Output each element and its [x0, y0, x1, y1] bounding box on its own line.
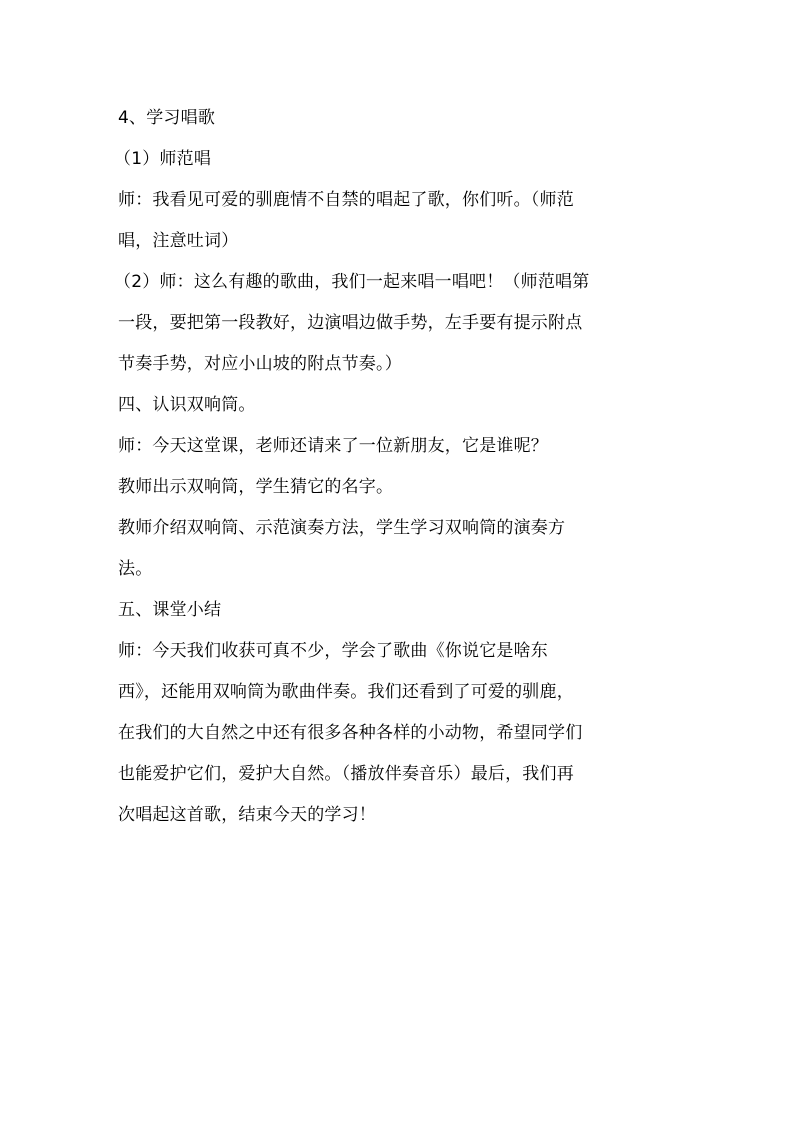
paragraph-line: （2）师：这么有趣的歌曲，我们一起来唱一唱吧！（师范唱第	[114, 272, 590, 292]
paragraph-line: 一段，要把第一段教好，边演唱边做手势，左手要有提示附点	[118, 313, 583, 333]
paragraph-line: 教师出示双响筒，学生猜它的名字。	[118, 477, 394, 497]
paragraph-line: 在我们的大自然之中还有很多各种各样的小动物，希望同学们	[118, 723, 583, 743]
paragraph-line: 节奏手势，对应小山坡的附点节奏。）	[118, 354, 402, 374]
subheading-teacher-demo: （1）师范唱	[114, 149, 212, 169]
paragraph-line: 师：今天我们收获可真不少，学会了歌曲《你说它是啥东	[118, 641, 548, 661]
paragraph-line: 师：我看见可爱的驯鹿情不自禁的唱起了歌，你们听。（师范	[118, 190, 574, 210]
paragraph-line: 师：今天这堂课，老师还请来了一位新朋友，它是谁呢？	[118, 436, 548, 456]
paragraph-line: 也能爱护它们，爱护大自然。（播放伴奏音乐）最后，我们再	[118, 764, 574, 784]
paragraph-line: 唱，注意吐词）	[118, 231, 239, 251]
section-heading-summary: 五、课堂小结	[118, 600, 222, 620]
paragraph-line: 法。	[118, 559, 153, 579]
section-heading-know-instrument: 四、认识双响筒。	[118, 395, 256, 415]
paragraph-line: 西》，还能用双响筒为歌曲伴奏。我们还看到了可爱的驯鹿，	[118, 682, 574, 702]
paragraph-line: 次唱起这首歌，结束今天的学习！	[118, 805, 376, 825]
paragraph-line: 教师介绍双响筒、示范演奏方法，学生学习双响筒的演奏方	[118, 518, 566, 538]
document-body	[114, 103, 678, 841]
section-heading-learn-song: 4、学习唱歌	[118, 108, 216, 128]
